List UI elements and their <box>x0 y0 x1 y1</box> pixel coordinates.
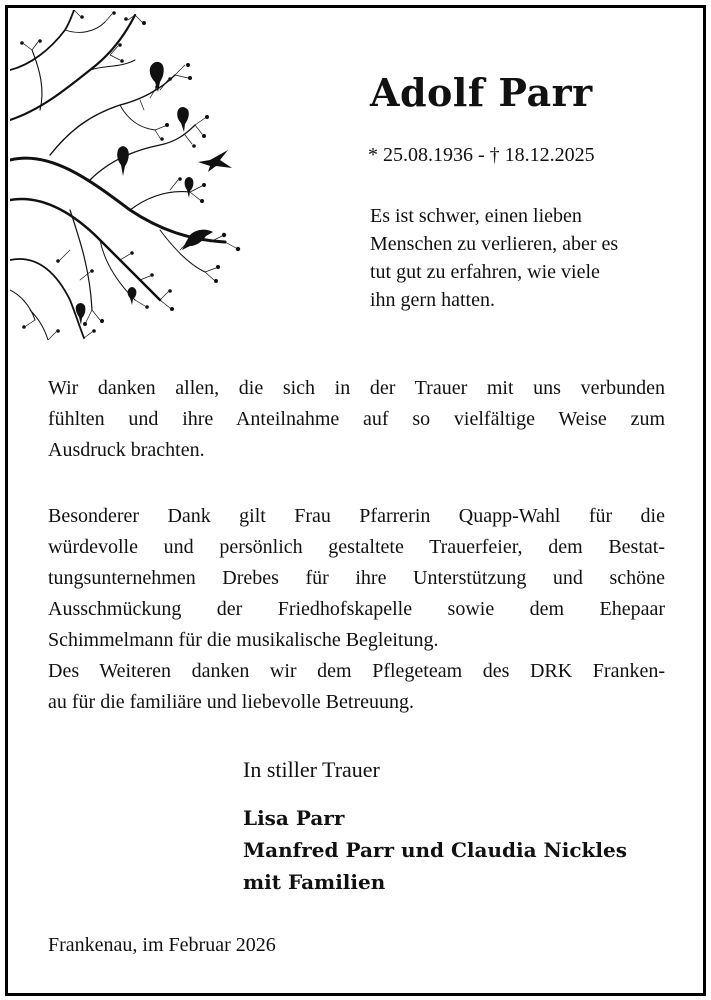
thanks-paragraph <box>48 373 665 466</box>
paragraph-line: Schimmelmann für die musikalische Begleitung. <box>48 629 439 651</box>
obituary-notice <box>5 5 706 996</box>
paragraph-line: Wir danken allen, die sich in der Trauer mit uns verbunden <box>48 377 665 399</box>
signatory: Manfred Parr und Claudia Nickles <box>243 838 627 862</box>
quote-line: tut gut zu erfahren, wie viele <box>370 261 600 283</box>
place-and-date: Frankenau, im Februar 2026 <box>48 934 276 956</box>
tree-with-birds-illustration <box>10 10 242 340</box>
paragraph-line: Ausschmückung der Friedhofskapelle sowie dem Ehepaar <box>48 598 665 620</box>
signatories <box>243 802 627 898</box>
quote-line: Menschen zu verlieren, aber es <box>370 233 619 255</box>
paragraph-line: fühlten und ihre Anteilnahme auf so vielfältige Weise zum <box>48 408 665 430</box>
special-thanks-paragraph <box>48 501 665 718</box>
signatory: mit Familien <box>243 870 386 894</box>
signature-intro: In stiller Trauer <box>243 757 380 782</box>
deceased-name: Adolf Parr <box>370 70 593 115</box>
paragraph-line: Des Weiteren danken wir dem Pflegeteam des DRK Franken- <box>48 660 665 682</box>
quote-line: Es ist schwer, einen lieben <box>370 205 582 227</box>
paragraph-line: Ausdruck brachten. <box>48 439 205 461</box>
paragraph-line: tungsunternehmen Drebes für ihre Unterstützung und schöne <box>48 567 665 589</box>
paragraph-line: würdevolle und persönlich gestaltete Trauerfeier, dem Bestat- <box>48 536 665 558</box>
signatory: Lisa Parr <box>243 806 345 830</box>
quote-line: ihn gern hatten. <box>370 289 495 311</box>
paragraph-line: au für die familiäre und liebevolle Betreuung. <box>48 691 414 713</box>
life-dates: * 25.08.1936 - † 18.12.2025 <box>368 144 595 166</box>
paragraph-line: Besonderer Dank gilt Frau Pfarrerin Quapp-Wahl für die <box>48 505 665 527</box>
memorial-quote <box>370 202 690 314</box>
